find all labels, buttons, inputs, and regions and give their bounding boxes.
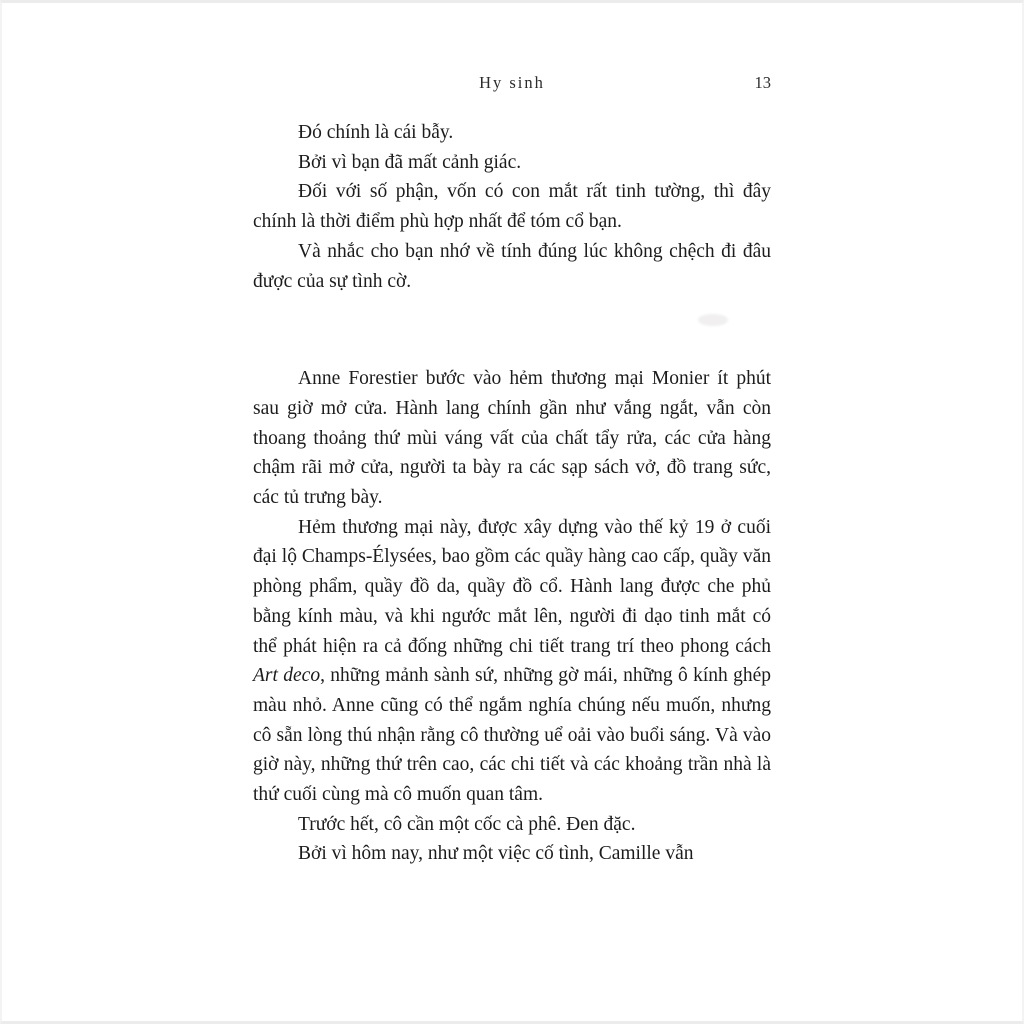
text-segment: , những mảnh sành sứ, những gờ mái, những ô kính ghép màu nhỏ. Anne cũng có thể ngắm nghía chúng nếu muốn, nhưng cô sẵn lòng thú nhận rằng cô thường uể oải vào buổi sáng. Và vào giờ này, những thứ trên cao, các chi tiết và các khoảng trần nhà là thứ cuối cùng mà cô muốn quan tâm. [253,665,771,806]
text-segment: Đối với số phận, vốn có con mắt rất tinh tường, thì đây chính là thời điểm phù hợp nhất để tóm cổ bạn. [253,181,771,233]
text-segment: Bởi vì hôm nay, như một việc cố tình, Camille vẫn [298,843,694,865]
text-segment: Trước hết, cô cần một cốc cà phê. Đen đặc. [298,813,636,835]
text-segment: Anne Forestier bước vào hẻm thương mại Monier ít phút sau giờ mở cửa. Hành lang chính gần như vắng ngắt, vẫn còn thoang thoảng thứ mùi váng vất của chất tẩy rửa, các cửa hàng chậm rãi mở cửa, người ta bày ra các sạp sách vở, đồ trang sức, các tủ trưng bày. [253,368,771,509]
text-segment: Và nhắc cho bạn nhớ về tính đúng lúc không chệch đi đâu được của sự tình cờ. [253,240,771,292]
text-block [253,118,771,869]
paragraph [253,810,771,840]
running-title: Hy sinh [479,73,545,92]
page-number: 13 [754,73,771,92]
page-header [253,73,771,95]
italic-text-segment: Art deco [253,665,321,687]
text-segment: Bởi vì bạn đã mất cảnh giác. [298,151,522,173]
paragraph [253,118,771,148]
paragraph [253,839,771,869]
text-segment: Hẻm thương mại này, được xây dựng vào thế kỷ 19 ở cuối đại lộ Champs-Élysées, bao gồm các quầy hàng cao cấp, quầy văn phòng phẩm, quầy đồ da, quầy đồ cổ. Hành lang được che phủ bằng kính màu, và khi ngước mắt lên, người đi dạo tinh mắt có thể phát hiện ra cả đống những chi tiết trang trí theo phong cách [253,516,771,657]
paragraph [253,364,771,513]
paragraph [253,148,771,178]
text-segment: Đó chính là cái bẫy. [298,122,454,143]
paragraph [253,513,771,810]
paragraph [253,237,771,296]
paragraph [253,177,771,236]
